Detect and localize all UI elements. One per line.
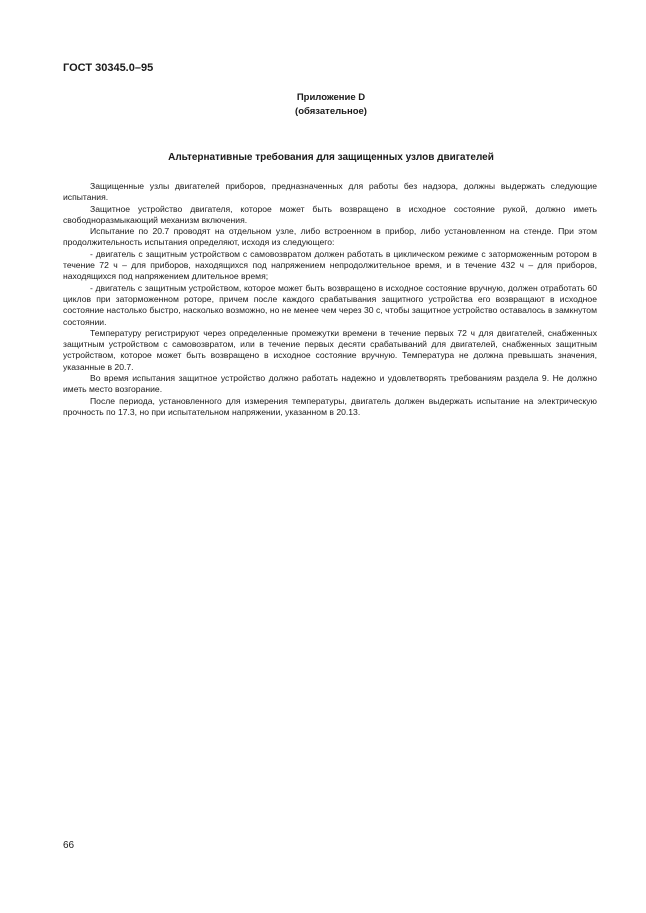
appendix-subtitle: (обязательное) [295,106,367,117]
paragraph: Испытание по 20.7 проводят на отдельном узле, либо встроенном в прибор, либо установленном на стенде. При этом продолжительность испытания определяют, исходя из следующего: [63,226,597,248]
paragraph: Во время испытания защитное устройство должно работать надежно и удовлетворять требованиям раздела 9. Не должно иметь место возгорание. [63,373,597,395]
appendix-title: Приложение D [296,92,366,103]
paragraph: - двигатель с защитным устройством с самовозвратом должен работать в циклическом режиме с заторможенным ротором в течение 72 ч – для приборов, находящихся под напряжением непродолжительное время, и в течение 432 ч – для приборов, находящихся под напряжением длительное время; [63,248,597,282]
appendix-heading [0,91,646,119]
section-title: Альтернативные требования для защищенных узлов двигателей [168,152,494,163]
document-header: ГОСТ 30345.0–95 [63,62,154,74]
paragraph: - двигатель с защитным устройством, которое может быть возвращено в исходное состояние вручную, должен отработать 60 циклов при заторможенном роторе, причем после каждого срабатывания защитного устройства его возвращают в исходное состояние настолько быстро, насколько возможно, но не менее чем через 30 с, чтобы защитное устройство оставалось в замкнутом состоянии. [63,282,597,327]
page-number: 66 [63,840,75,851]
paragraph: После периода, установленного для измерения температуры, двигатель должен выдержать испытание на электрическую прочность по 17.3, но при испытательном напряжении, указанном в 20.13. [63,395,597,417]
paragraph: Защищенные узлы двигателей приборов, предназначенных для работы без надзора, должны выдержать следующие испытания. [63,181,597,203]
body-text [63,181,597,418]
paragraph: Температуру регистрируют через определенные промежутки времени в течение первых 72 ч для двигателей, снабженных защитным устройством с самовозвратом, или в течение первых десяти срабатываний для двигателей, снабженных защитным устройством, которое может быть возвращено в исходное состояние вручную. Температура не должна превышать значения, указанные в 20.7. [63,327,597,372]
paragraph: Защитное устройство двигателя, которое может быть возвращено в исходное состояние рукой, должно иметь свободноразмыкающий механизм включения. [63,203,597,225]
